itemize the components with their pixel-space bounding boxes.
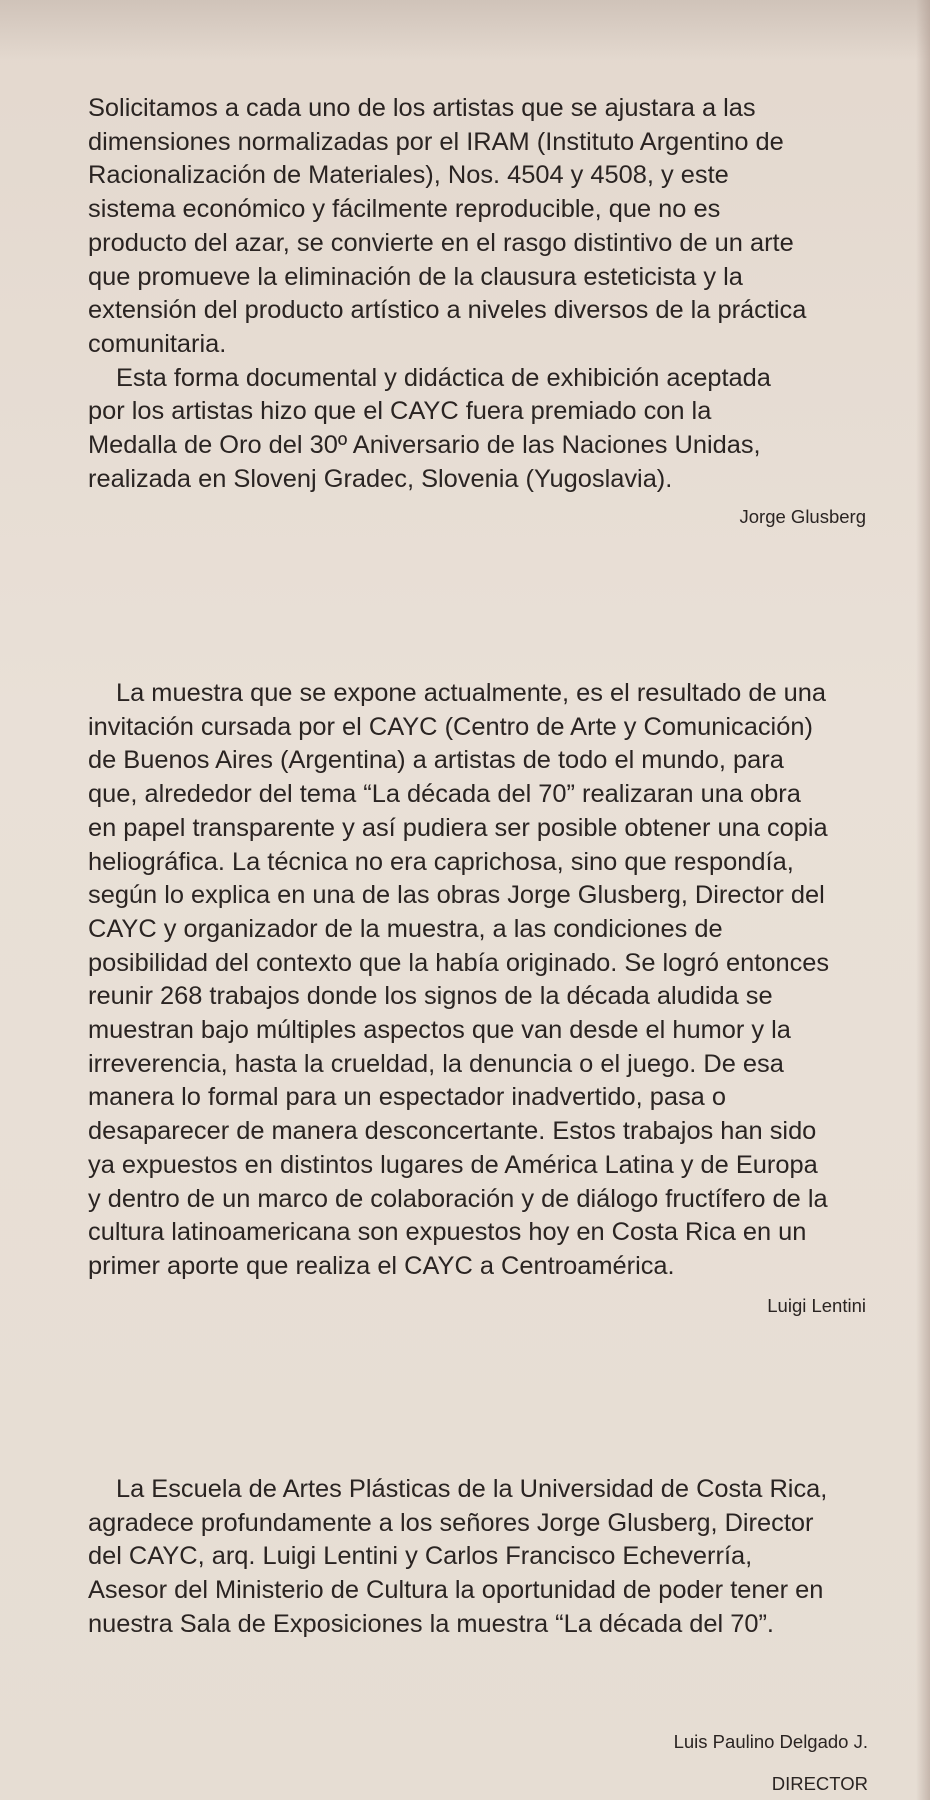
signature-name: Luis Paulino Delgado J.	[673, 1731, 868, 1752]
signature-jorge-glusberg: Jorge Glusberg	[739, 506, 866, 527]
section-acknowledgement	[88, 1473, 880, 1642]
signature-block-director	[674, 1710, 868, 1800]
paragraph-exhibition: La muestra que se expone actualmente, es el resultado de una invitación cursada por el CAYC (Centro de Arte y Comunicación) de Buenos Aires (Argentina) a artistas de todo el mundo, para que, alrededor del tema “La década del 70” realizaran una obra en papel transparente y así pudiera ser posible obtener una copia heliográfica. La técnica no era caprichosa, sino que respondía, según lo explica en una de las obras Jorge Glusberg, Director del CAYC y organizador de la muestra, a las condiciones de posibilidad del contexto que la había originado. Se logró entonces reunir 268 trabajos donde los signos de la década aludida se muestran bajo múltiples aspectos que van desde el humor y la irreverencia, hasta la crueldad, la denuncia o el juego. De esa manera lo formal para un espectador inadvertido, pasa o desaparecer de manera desconcertante. Estos trabajos han sido ya expuestos en distintos lugares de América Latina y de Europa y dentro de un marco de colaboración y de diálogo fructífero de la cultura latinoamericana son expuestos hoy en Costa Rica en un primer aporte que realiza el CAYC a Centroamérica.	[88, 679, 830, 1280]
paper-shadow	[0, 0, 930, 60]
paragraph-iram: Solicitamos a cada uno de los artistas que se ajustara a las dimensiones normalizadas por el IRAM (Instituto Argentino de Racionalización de Materiales), Nos. 4504 y 4508, y este sistema económico y fácilmente reproducible, que no es producto del azar, se convierte en el rasgo distintivo de un arte que promueve la eliminación de la clausura esteticista y la extensión del producto artístico a niveles diversos de la práctica comunitaria.	[88, 94, 807, 358]
paragraph-gold-medal: Esta forma documental y didáctica de exhibición aceptada por los artistas hizo que el CAYC fuera premiado con la Medalla de Oro del 30º Aniversario de las Naciones Unidas, realizada en Slovenj Gradec, Slovenia (Yugoslavia).	[88, 363, 771, 493]
paragraph-acknowledgement: La Escuela de Artes Plásticas de la Universidad de Costa Rica, agradece profundamente a los señores Jorge Glusberg, Director del CAYC, arq. Luigi Lentini y Carlos Francisco Echeverría, Asesor del Ministerio de Cultura la oportunidad de poder tener en nuestra Sala de Exposiciones la muestra “La década del 70”.	[88, 1475, 828, 1638]
paper-edge	[916, 0, 930, 1800]
signature-luigi-lentini: Luigi Lentini	[767, 1295, 866, 1316]
section-exhibition-description	[88, 677, 880, 1284]
signature-title: DIRECTOR	[771, 1773, 868, 1794]
section-iram-standards	[88, 92, 880, 496]
